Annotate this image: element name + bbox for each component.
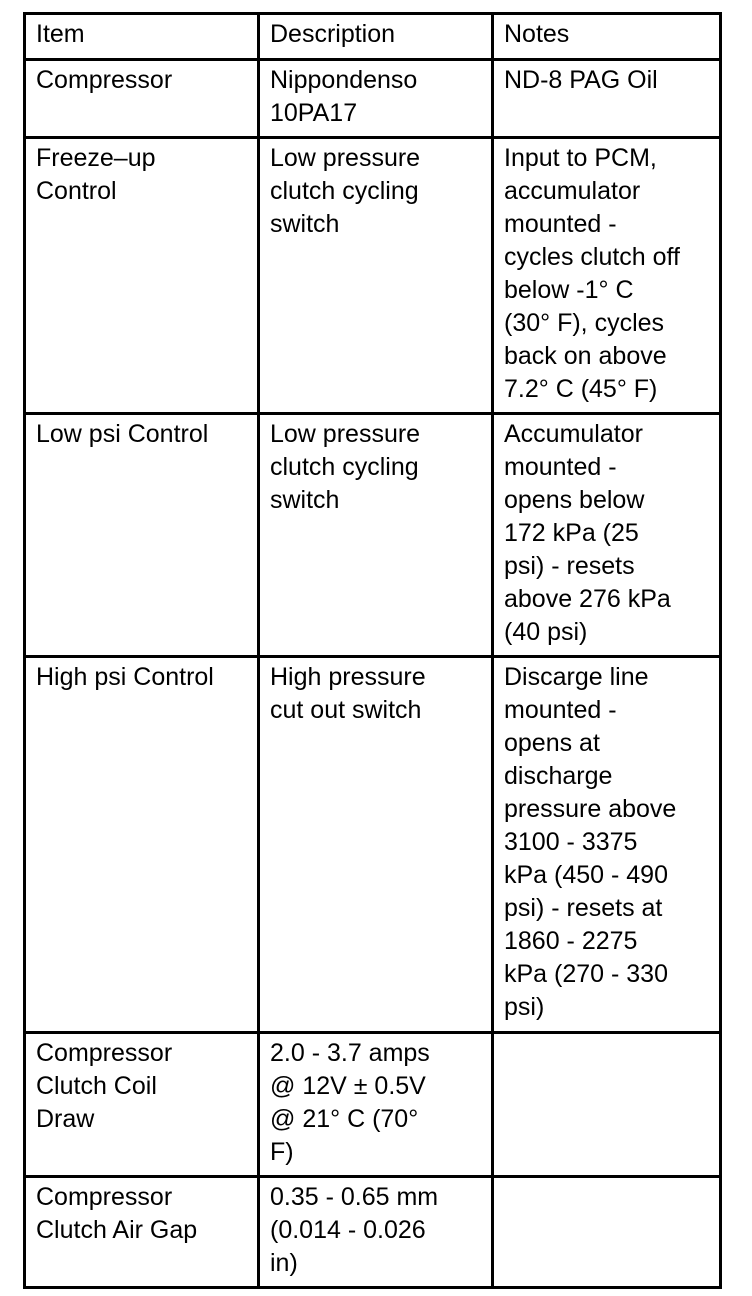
cell-item: Freeze–up Control — [25, 138, 259, 414]
table-row — [25, 1033, 721, 1177]
cell-item: High psi Control — [25, 657, 259, 1033]
cell-item: Compressor — [25, 60, 259, 138]
specifications-table — [23, 12, 722, 1289]
table-row — [25, 414, 721, 657]
cell-description: Low pressure clutch cycling switch — [259, 414, 493, 657]
header-description: Description — [259, 14, 493, 60]
cell-notes: Discarge line mounted - opens at discharge pressure above 3100 - 3375 kPa (450 - 490 psi) - resets at 1860 - 2275 kPa (270 - 330 psi) — [493, 657, 721, 1033]
header-item: Item — [25, 14, 259, 60]
header-notes: Notes — [493, 14, 721, 60]
cell-description: High pressure cut out switch — [259, 657, 493, 1033]
cell-item: Low psi Control — [25, 414, 259, 657]
cell-notes — [493, 1033, 721, 1177]
cell-description: 0.35 - 0.65 mm (0.014 - 0.026 in) — [259, 1177, 493, 1288]
table-row — [25, 138, 721, 414]
table-row — [25, 60, 721, 138]
cell-item: Compressor Clutch Coil Draw — [25, 1033, 259, 1177]
cell-notes — [493, 1177, 721, 1288]
cell-description: 2.0 - 3.7 amps @ 12V ± 0.5V @ 21° C (70° F) — [259, 1033, 493, 1177]
cell-notes: Accumulator mounted - opens below 172 kPa (25 psi) - resets above 276 kPa (40 psi) — [493, 414, 721, 657]
header-row — [25, 14, 721, 60]
table-row — [25, 657, 721, 1033]
cell-description: Nippondenso 10PA17 — [259, 60, 493, 138]
cell-item: Compressor Clutch Air Gap — [25, 1177, 259, 1288]
table-row — [25, 1177, 721, 1288]
cell-notes: Input to PCM, accumulator mounted - cycles clutch off below -1° C (30° F), cycles back on above 7.2° C (45° F) — [493, 138, 721, 414]
cell-notes: ND-8 PAG Oil — [493, 60, 721, 138]
cell-description: Low pressure clutch cycling switch — [259, 138, 493, 414]
